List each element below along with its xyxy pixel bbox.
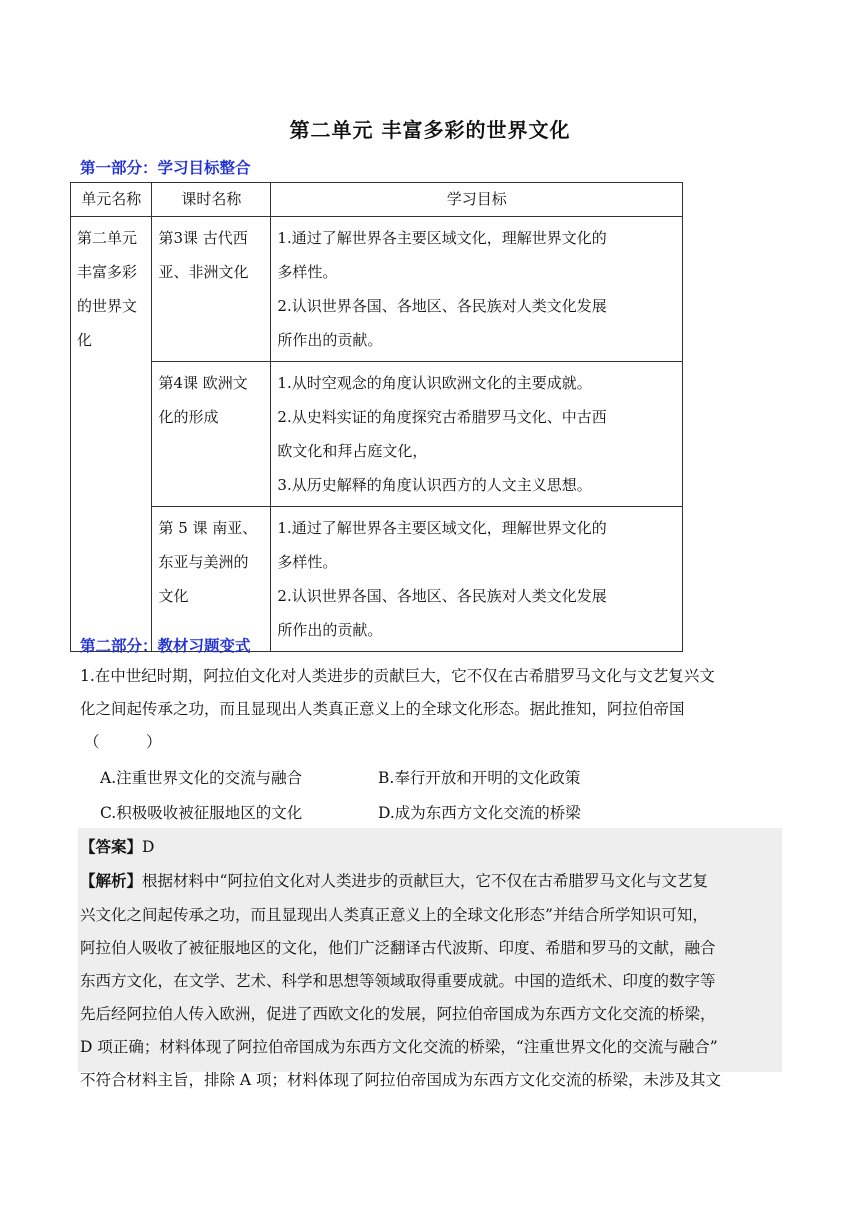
unit-name-cell bbox=[71, 217, 152, 652]
part1-heading: 第一部分：学习目标整合 bbox=[80, 159, 251, 177]
analysis-line: 不符合材料主旨，排除 A 项；材料体现了阿拉伯帝国成为东西方文化交流的桥梁，未涉及其文 bbox=[80, 1071, 722, 1089]
answer-analysis-block bbox=[78, 828, 782, 1089]
lesson-name-line: 第3课 古代西 bbox=[158, 229, 248, 247]
analysis-line: D 项正确；材料体现了阿拉伯帝国成为东西方文化交流的桥梁，“注重世界文化的交流与融合” bbox=[80, 1038, 718, 1056]
header-learning-goal: 学习目标 bbox=[271, 183, 683, 217]
answer-label: 【答案】 bbox=[80, 838, 143, 856]
goal-line: 所作出的贡献。 bbox=[277, 331, 383, 349]
table-header-row bbox=[71, 183, 683, 217]
part2-heading: 第二部分：教材习题变式 bbox=[80, 637, 251, 655]
answer-row bbox=[80, 835, 154, 857]
learning-goal-cell bbox=[271, 362, 683, 507]
lesson-name-cell bbox=[152, 362, 271, 507]
option-d: D.成为东西方文化交流的桥梁 bbox=[378, 804, 581, 822]
lesson-name-cell bbox=[152, 217, 271, 362]
goal-line: 多样性。 bbox=[277, 263, 338, 281]
lesson-name-cell bbox=[152, 507, 271, 652]
goal-line: 多样性。 bbox=[277, 553, 338, 571]
analysis-row bbox=[80, 869, 708, 891]
learning-goals-table bbox=[70, 182, 683, 652]
goal-line: 2.从史料实证的角度探究古希腊罗马文化、中古西 bbox=[277, 408, 607, 426]
unit-name-line: 丰富多彩 bbox=[77, 263, 138, 281]
goal-line: 1.从时空观念的角度认识欧洲文化的主要成就。 bbox=[277, 374, 592, 392]
question-line: 化之间起传承之功，而且显现出人类真正意义上的全球文化形态。据此推知，阿拉伯帝国 bbox=[80, 700, 685, 718]
analysis-line: 先后经阿拉伯人传入欧洲，促进了西欧文化的发展，阿拉伯帝国成为东西方文化交流的桥梁， bbox=[80, 1005, 716, 1023]
lesson-name-line: 东亚与美洲的 bbox=[158, 553, 249, 571]
page-title: 第二单元 丰富多彩的世界文化 bbox=[289, 118, 571, 142]
analysis-label: 【解析】 bbox=[80, 872, 143, 890]
header-unit-name: 单元名称 bbox=[71, 183, 152, 217]
goal-line: 2.认识世界各国、各地区、各民族对人类文化发展 bbox=[277, 587, 607, 605]
question-line: 1.在中世纪时期，阿拉伯文化对人类进步的贡献巨大，它不仅在古希腊罗马文化与文艺复兴文 bbox=[80, 667, 715, 685]
lesson-name-line: 亚、非洲文化 bbox=[158, 263, 249, 281]
lesson-name-line: 第4课 欧洲文 bbox=[158, 374, 248, 392]
table-row bbox=[71, 507, 683, 652]
unit-name-line: 化 bbox=[77, 331, 93, 349]
table-row bbox=[71, 217, 683, 362]
header-lesson-name: 课时名称 bbox=[152, 183, 271, 217]
learning-goal-cell bbox=[271, 507, 683, 652]
learning-goal-cell bbox=[271, 217, 683, 362]
unit-name-line: 第二单元 bbox=[77, 229, 138, 247]
option-a: A.注重世界文化的交流与融合 bbox=[100, 769, 303, 787]
unit-name-line: 的世界文 bbox=[77, 297, 138, 315]
question-stem bbox=[80, 660, 782, 759]
analysis-line: 东西方文化，在文学、艺术、科学和思想等领域取得重要成就。中国的造纸术、印度的数字等 bbox=[80, 972, 716, 990]
answer-value: D bbox=[142, 838, 155, 856]
goal-line: 3.从历史解释的角度认识西方的人文主义思想。 bbox=[277, 476, 592, 494]
analysis-line: 兴文化之间起传承之功，而且显现出人类真正意义上的全球文化形态”并结合所学知识可知， bbox=[80, 906, 708, 924]
analysis-line: 根据材料中“阿拉伯文化对人类进步的贡献巨大，它不仅在古希腊罗马文化与文艺复 bbox=[142, 872, 708, 890]
lesson-name-line: 化的形成 bbox=[158, 408, 219, 426]
goal-line: 所作出的贡献。 bbox=[277, 621, 383, 639]
table-row bbox=[71, 362, 683, 507]
lesson-name-line: 第 5 课 南亚、 bbox=[158, 519, 258, 537]
goal-line: 1.通过了解世界各主要区域文化，理解世界文化的 bbox=[277, 229, 607, 247]
goal-line: 2.认识世界各国、各地区、各民族对人类文化发展 bbox=[277, 297, 607, 315]
lesson-name-line: 文化 bbox=[158, 587, 189, 605]
goal-line: 1.通过了解世界各主要区域文化，理解世界文化的 bbox=[277, 519, 607, 537]
analysis-line: 阿拉伯人吸收了被征服地区的文化，他们广泛翻译古代波斯、印度、希腊和罗马的文献，融合 bbox=[80, 939, 716, 957]
question-line: （ ） bbox=[84, 733, 162, 751]
goal-line: 欧文化和拜占庭文化， bbox=[277, 442, 428, 460]
option-c: C.积极吸收被征服地区的文化 bbox=[100, 804, 303, 822]
option-b: B.奉行开放和开明的文化政策 bbox=[378, 769, 581, 787]
